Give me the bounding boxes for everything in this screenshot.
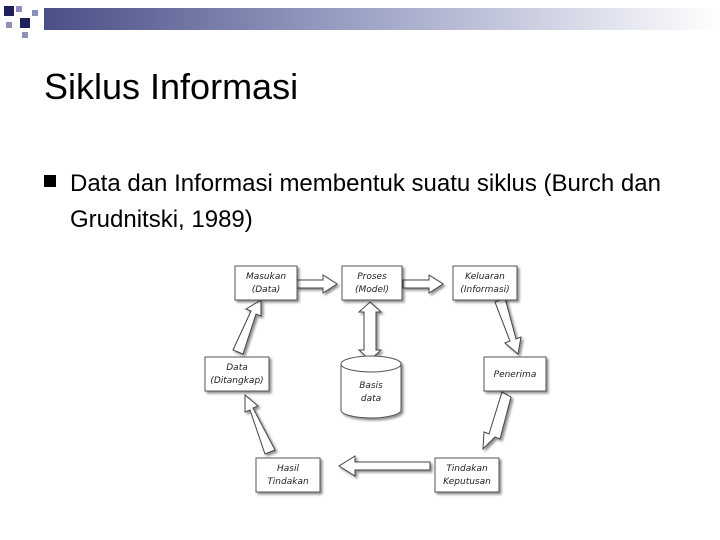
slide-title: Siklus Informasi <box>44 66 299 107</box>
node-masukan-label: Masukan <box>245 272 287 282</box>
node-basis-data-label: Basis <box>359 381 383 391</box>
arrow-penerima-to-tindakan <box>483 392 511 449</box>
bullet-square-icon <box>44 175 56 187</box>
node-keluaran-sublabel: (Informasi) <box>460 285 510 295</box>
node-tindakan-label: Tindakan <box>446 464 488 474</box>
node-data-ditangkap-label: Data <box>226 363 248 373</box>
node-keluaran-label: Keluaran <box>465 272 505 282</box>
node-data-ditangkap-sublabel: (Ditangkap) <box>210 376 264 386</box>
arrow-proses-basis-data <box>359 302 381 360</box>
node-basis-data-sublabel: data <box>360 394 382 404</box>
node-hasil-sublabel: Tindakan <box>267 477 309 487</box>
node-proses-label: Proses <box>357 272 387 282</box>
top-decor-band <box>0 0 720 42</box>
arrow-keluaran-to-penerima <box>495 298 521 354</box>
arrow-masukan-to-proses <box>297 275 337 293</box>
arrow-hasil-to-data-ditangkap <box>245 395 275 454</box>
arrow-proses-to-keluaran <box>403 275 443 293</box>
node-masukan-sublabel: (Data) <box>251 285 281 295</box>
node-tindakan-sublabel: Keputusan <box>443 477 491 487</box>
bullet-item <box>44 166 684 238</box>
node-penerima-label: Penerima <box>493 370 537 380</box>
node-proses-sublabel: (Model) <box>354 285 390 295</box>
information-cycle-diagram <box>195 250 565 500</box>
node-hasil-label: Hasil <box>277 464 299 474</box>
arrow-data-ditangkap-to-masukan <box>233 300 261 354</box>
bullet-text: Data dan Informasi membentuk suatu siklus (Burch dan Grudnitski, 1989) <box>70 170 661 233</box>
arrow-tindakan-to-hasil <box>339 456 430 476</box>
